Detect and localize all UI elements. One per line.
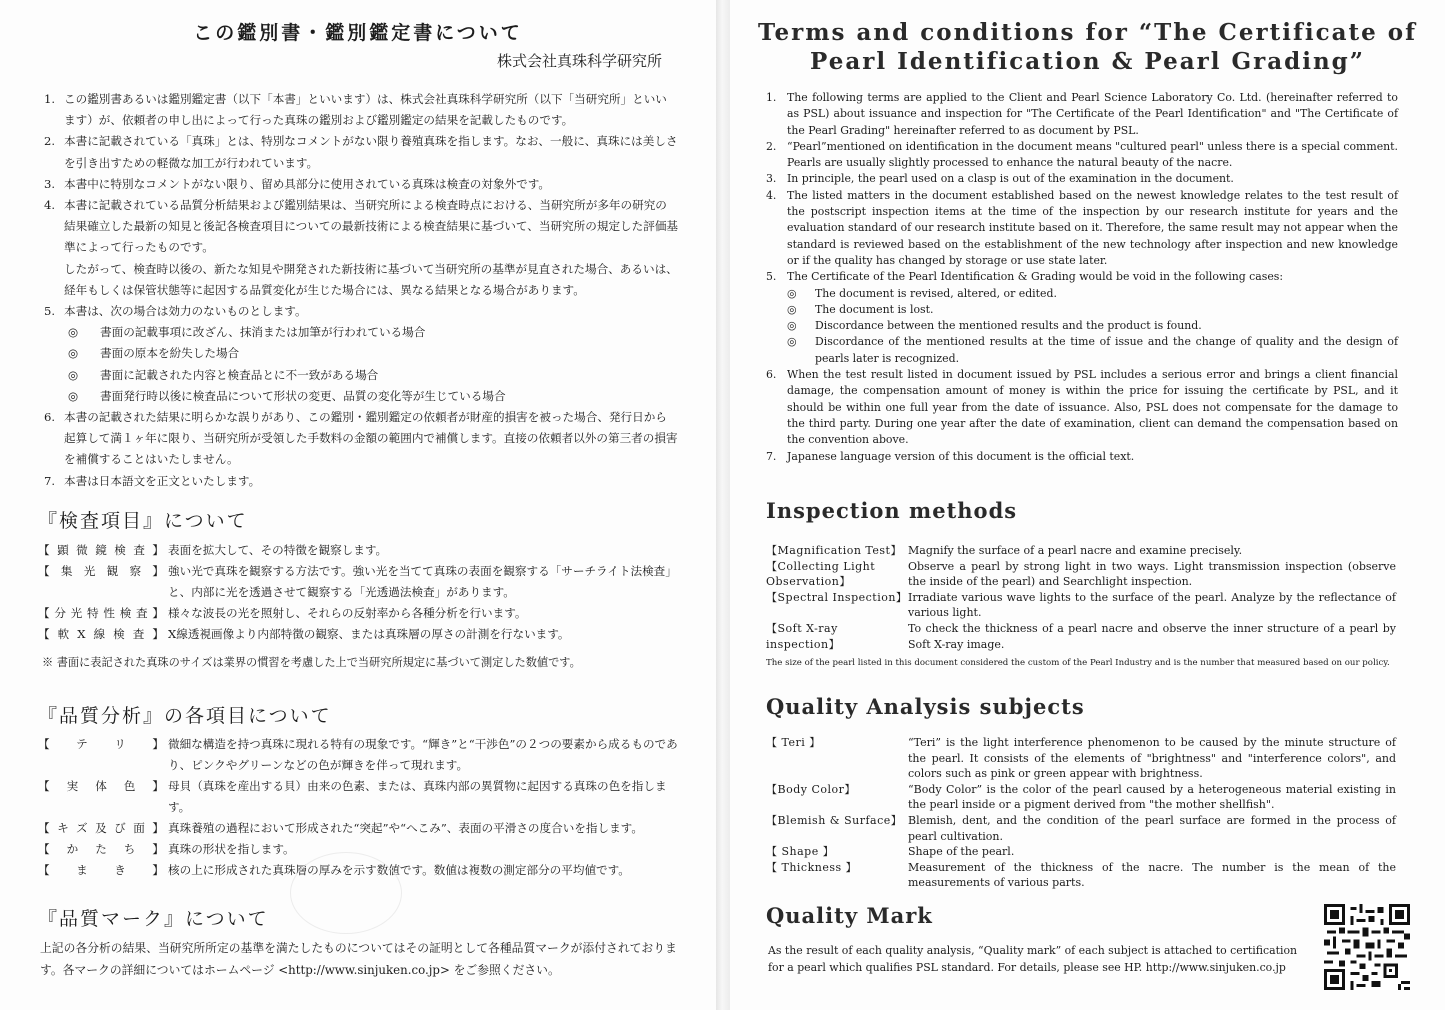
- list-item: 2. “Pearl”mentioned on identification in the document means "cultured pearl" unless there is a special comment. Pearls are usually slightly processed to enhance the natural beauty of the nacre.: [766, 139, 1398, 170]
- definition-row: 【テリ】 微細な構造を持つ真珠に現れる特有の現象です。“輝き”と“干渉色”の２つの要素から成るものであり、ピンクやグリーンなどの色が輝きを伴って現れます。: [38, 737, 678, 772]
- double-circle-icon: ◎: [68, 367, 79, 382]
- sub-list-item: ◎ Discordance between the mentioned results and the product is found.: [762, 318, 1398, 334]
- double-circle-icon: ◎: [68, 346, 79, 361]
- definition-row: 【キズ及び面】 真珠養殖の過程において形成された“突起”や“へこみ”、表面の平滑さの度合いを指します。: [38, 821, 643, 835]
- jp-quality-heading: 『品質分析』の各項目について: [38, 705, 332, 727]
- definition-row: 【まき】 核の上に形成された真珠層の厚みを示す数値です。数値は複数の測定部分の平均値です。: [38, 863, 630, 877]
- list-item: 2. 本書に記載されている「真珠」とは、特別なコメントがない限り養殖真珠を指します。なお、一般に、真珠には美しさを引き出すための軽微な加工が行われています。: [44, 134, 678, 170]
- definition-row: 【集光観察】 強い光で真珠を観察する方法です。強い光を当てて真珠の表面を観察する「サーチライト法検査」と、内部に光を透過させて観察する「光透過法検査」があります。: [38, 564, 677, 599]
- definition-row: 【Magnification Test】 Magnify the surface of a pearl nacre and examine precisely.: [766, 544, 1243, 557]
- english-page: [730, 0, 1445, 1010]
- definition-row: 【Spectral Inspection】 Irradiate various wave lights to the surface of the pearl. Analyze by the reflectance of various light.: [766, 590, 1396, 620]
- definition-row: 【軟X線検査】 X線透視画像より内部特徴の観察、または真珠層の厚さの計測を行ないます。: [38, 627, 570, 641]
- sub-list-item: ◎ The document is revised, altered, or edited.: [762, 286, 1398, 302]
- page-gutter: [716, 0, 730, 1010]
- definition-row: 【分光特性検査】 様々な波長の光を照射し、それらの反射率から各種分析を行います。: [38, 606, 527, 620]
- double-circle-icon: ◎: [787, 319, 797, 333]
- en-terms-list: [762, 90, 1398, 465]
- double-circle-icon: ◎: [68, 325, 79, 340]
- qr-code-icon[interactable]: [1324, 904, 1410, 990]
- jp-page-title: この鑑別書・鑑別鑑定書について: [193, 22, 523, 44]
- list-item: 3. 本書中に特別なコメントがない限り、留め具部分に使用されている真珠は検査の対象外です。: [44, 176, 551, 191]
- list-item: 7. 本書は日本語文を正文といたします。: [44, 473, 261, 488]
- double-circle-icon: ◎: [68, 388, 79, 403]
- jp-inspection-list: [38, 540, 678, 645]
- jp-company-name: 株式会社真珠科学研究所: [496, 52, 662, 70]
- list-item: 1. この鑑別書あるいは鑑別鑑定書（以下「本書」といいます）は、株式会社真珠科学研究所（以下「当研究所」といいます）が、依頼者の申し出によって行った真珠の鑑別および鑑別鑑定の結果を記載したものです。: [44, 92, 667, 128]
- definition-row: 【Body Color】 “Body Color” is the color of the pearl caused by a heterogeneous material existing in the pearl inside or a pigment derived from "the mother shellfish".: [766, 782, 1396, 812]
- definition-row: 【顕微鏡検査】 表面を拡大して、その特徴を観察します。: [38, 543, 388, 557]
- list-item: 5. 本書は、次の場合は効力のないものとします。: [44, 304, 307, 319]
- en-mark-text: As the result of each quality analysis, “Quality mark” of each subject is attached to certification for a pearl which qualifies PSL standard. For details, please see HP. http://www.sinjuken.co.jp: [768, 944, 1298, 974]
- list-item: 4. The listed matters in the document established based on the newest knowledge relates to the test result of the postscript inspection items at the time of the inspection by our research institute for years and the evaluation standard of our research institute based on it. Therefore, the same result may not appear when the standard is reviewed based on the establishment of the new technology after inspection and new knowledge or if the quality has changed by storage or use state later.: [766, 188, 1398, 267]
- jp-terms-list: [38, 89, 678, 492]
- list-item: 3. In principle, the pearl used on a clasp is out of the examination in the document.: [766, 172, 1234, 186]
- sub-list-item: ◎ The document is lost.: [762, 302, 1398, 318]
- definition-row: 【Collecting Light Observation】 Observe a pearl by strong light in two ways. Light transmission inspection (observe the inside of the pearl) and Searchlight inspection.: [766, 559, 1396, 589]
- double-circle-icon: ◎: [787, 302, 797, 316]
- en-mark-heading: Quality Mark: [766, 903, 933, 928]
- definition-row: 【 Shape 】 Shape of the pearl.: [766, 845, 1015, 859]
- definition-row: 【Blemish & Surface】 Blemish, dent, and the condition of the pearl surface are formed in the process of pearl cultivation.: [766, 813, 1396, 843]
- list-item: 5. The Certificate of the Pearl Identification & Grading would be void in the following cases:: [766, 270, 1284, 284]
- jp-inspection-heading: 『検査項目』について: [38, 510, 248, 532]
- sub-list-item: ◎ 書面の記載事項に改ざん、抹消または加筆が行われている場合: [38, 322, 678, 343]
- definition-row: 【実体色】 母貝（真珠を産出する貝）由来の色素、または、真珠内部の異質物に起因する真珠の色を指します。: [38, 779, 667, 814]
- en-inspection-heading: Inspection methods: [766, 498, 1018, 523]
- embossed-seal-icon: [290, 852, 402, 934]
- sub-list-item: ◎ 書面の原本を紛失した場合: [38, 343, 678, 364]
- definition-row: 【Soft X-ray inspection】 To check the thickness of a pearl nacre and observe the inner structure of a pearl by Soft X-ray image.: [766, 621, 1396, 651]
- en-page-title: Terms and conditions for “The Certificate of Pearl Identification & Pearl Grading”: [757, 19, 1418, 75]
- list-item: 6. When the test result listed in document issued by PSL includes a serious error and brings a client financial damage, the compensation amount of money is within the price for issuing the certificate by PSL, and it should be within one full year from the date of issuance. Also, PSL does not compensate for the damage to the third party. During one year after the date of examination, client can demand the compensation based on the convention above.: [766, 368, 1398, 447]
- list-item: 6. 本書の記載された結果に明らかな誤りがあり、この鑑別・鑑別鑑定の依頼者が財産的損害を被った場合、発行日から起算して満１ヶ年に限り、当研究所が受領した手数料の金額の範囲内で補償します。直接の依頼者以外の第三者の損害を補償することはいたしません。: [44, 410, 678, 467]
- sub-list-item: ◎ Discordance of the mentioned results at the time of issue and the change of quality and the design of pearls later is recognized.: [787, 335, 1398, 365]
- en-quality-heading: Quality Analysis subjects: [766, 694, 1085, 719]
- japanese-page: [0, 0, 716, 1010]
- list-item: 7. Japanese language version of this document is the official text.: [766, 449, 1135, 463]
- jp-mark-text: 上記の各分析の結果、当研究所所定の基準を満たしたものについてはその証明として各種品質マークが添付されております。各マークの詳細についてはホームページ <http://www.sinjuken.co.jp> をご参照ください。: [40, 941, 677, 977]
- en-quality-list: [766, 735, 1396, 891]
- en-inspection-list: [766, 543, 1396, 652]
- double-circle-icon: ◎: [787, 286, 797, 300]
- definition-row: 【 Teri 】 “Teri” is the light interference phenomenon to be caused by the minute structure of the pearl. It consists of the elements of "brightness" and "interference colors", and colors such as pink or green appear with brightness.: [766, 736, 1396, 781]
- jp-mark-heading: 『品質マーク』について: [38, 908, 269, 930]
- definition-row: 【かたち】 真珠の形状を指します。: [38, 842, 295, 856]
- definition-row: 【 Thickness 】 Measurement of the thickness of the nacre. The number is the mean of the measurements of various parts.: [766, 860, 1396, 890]
- sub-list-item: ◎ 書面発行時以後に検査品について形状の変更、品質の変化等が生じている場合: [38, 386, 678, 407]
- jp-size-note: ※ 書面に表記された真珠のサイズは業界の慣習を考慮した上で当研究所規定に基づいて測定した数値です。: [42, 656, 581, 669]
- list-item: 4. 本書に記載されている品質分析結果および鑑別結果は、当研究所による検査時点における、当研究所が多年の研究の結果確立した最新の知見と後記各検査項目についての最新技術による検査結果に基づいて、当研究所の規定した評価基準によって行ったものです。 したがって、検査時以後の、新たな知見や開発された新技術に基づいて当研究所の基準が見直された場合、あるいは、経年もしくは保管状態等に起因する品質変化が生じた場合には、異なる結果となる場合があります。: [44, 198, 679, 297]
- en-size-note: The size of the pearl listed in this document considered the custom of the Pearl Industry and is the number that measured based on our policy.: [766, 658, 1390, 668]
- list-item: 1. The following terms are applied to the Client and Pearl Science Laboratory Co. Ltd. (hereinafter referred to as PSL) about issuance and inspection for "The Certificate of the Pearl Identification" and "The Certificate of the Pearl Grading" hereinafter referred to as document by PSL.: [766, 91, 1398, 137]
- sub-list-item: ◎ 書面に記載された内容と検査品とに不一致がある場合: [38, 365, 678, 386]
- double-circle-icon: ◎: [787, 335, 797, 349]
